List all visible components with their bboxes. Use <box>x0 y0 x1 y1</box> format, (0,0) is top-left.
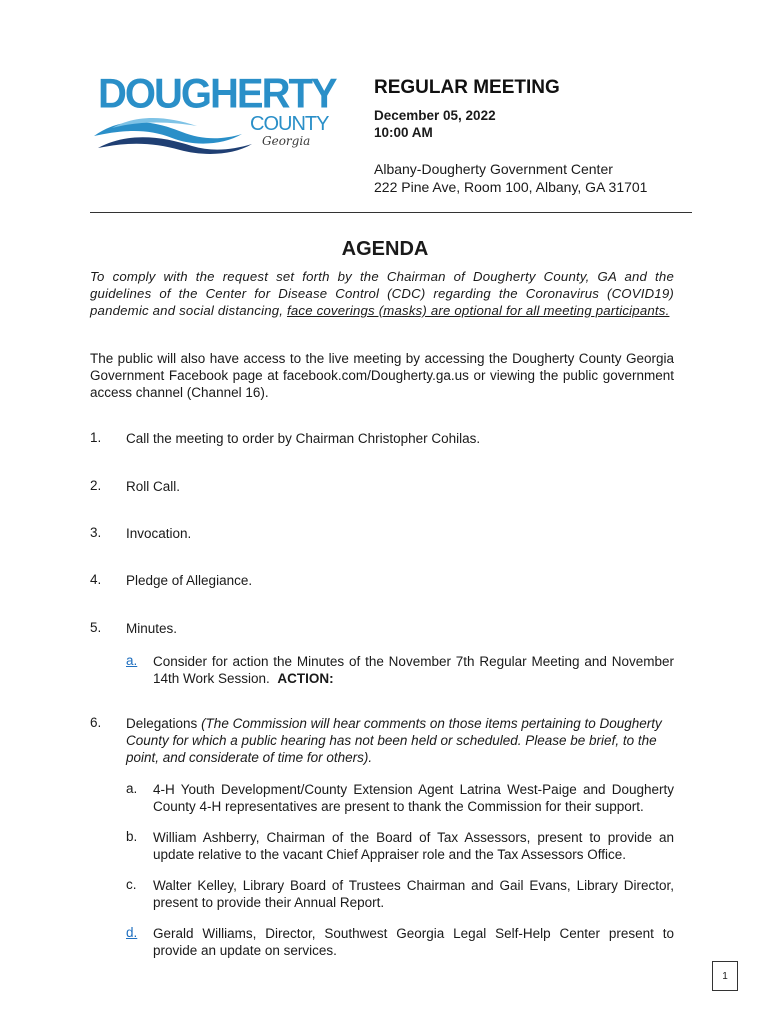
dougherty-county-logo <box>92 70 348 156</box>
delegation-4h: 4-H Youth Development/County Extension Agent Latrina West-Paige and Dougherty County 4-H representatives are present to thank the Commission for their support. <box>153 782 674 814</box>
covid-notice <box>90 268 674 319</box>
public-access-notice: The public will also have access to the live meeting by accessing the Dougherty County Georgia Government Facebook page at facebook.com/Dougherty.ga.us or viewing the public government access channel (Channel 16). <box>90 351 674 400</box>
logo-main-text: DOUGHERTY <box>98 70 336 118</box>
minutes-attachment-link[interactable]: a. <box>126 653 138 668</box>
item-number: 1. <box>90 430 102 445</box>
minutes-subitem-text: Consider for action the Minutes of the November 7th Regular Meeting and November 14th Work Session. <box>153 654 674 686</box>
page-number: 1 <box>712 961 738 991</box>
agenda-item-call-to-order: Call the meeting to order by Chairman Christopher Cohilas. <box>126 431 481 446</box>
agenda-title: AGENDA <box>341 238 429 260</box>
meeting-venue: Albany-Dougherty Government Center <box>374 161 613 177</box>
meeting-address: 222 Pine Ave, Room 100, Albany, GA 31701 <box>374 179 648 195</box>
delegation-tax-assessors: William Ashberry, Chairman of the Board of Tax Assessors, present to provide an update relative to the vacant Chief Appraiser role and the Tax Assessors Office. <box>153 830 674 862</box>
logo-wave-icon <box>92 106 272 156</box>
delegations-label: Delegations <box>126 716 202 731</box>
agenda-item-pledge: Pledge of Allegiance. <box>126 573 253 588</box>
sub-letter: b. <box>126 829 138 844</box>
item-number: 5. <box>90 620 102 635</box>
delegations-note: (The Commission will hear comments on those items pertaining to Dougherty County for which a public hearing has not been held or scheduled. Please be brief, to the point, and considerate of time for others). <box>126 716 662 765</box>
item-number: 2. <box>90 478 102 493</box>
agenda-item-invocation: Invocation. <box>126 526 192 541</box>
header-divider <box>90 212 692 213</box>
meeting-title: REGULAR MEETING <box>374 77 560 98</box>
item-number: 6. <box>90 715 102 730</box>
item-number: 3. <box>90 525 102 540</box>
delegation-legal-help: Gerald Williams, Director, Southwest Georgia Legal Self-Help Center present to provide an update on services. <box>153 926 674 958</box>
logo-georgia-text: Georgia <box>262 134 311 148</box>
minutes-subitem <box>153 653 674 687</box>
sub-letter: a. <box>126 781 138 796</box>
covid-notice-text: To comply with the request set forth by the Chairman of Dougherty County, GA and the guidelines of the Center for Disease Control (CDC) regarding the Coronavirus (COVID19) pandemic and social distancing, <box>90 269 674 318</box>
agenda-item-minutes: Minutes. <box>126 621 178 636</box>
meeting-date: December 05, 2022 <box>374 108 496 123</box>
agenda-item-delegations <box>126 715 674 766</box>
covid-notice-underlined: face coverings (masks) are optional for all meeting participants. <box>287 303 670 318</box>
action-label: ACTION: <box>277 671 334 686</box>
delegation-library: Walter Kelley, Library Board of Trustees Chairman and Gail Evans, Library Director, present to provide their Annual Report. <box>153 878 674 910</box>
meeting-time: 10:00 AM <box>374 125 433 140</box>
legal-help-attachment-link[interactable]: d. <box>126 925 138 940</box>
logo-county-text: COUNTY <box>250 113 329 135</box>
agenda-item-roll-call: Roll Call. <box>126 479 181 494</box>
sub-letter: c. <box>126 877 137 892</box>
item-number: 4. <box>90 572 102 587</box>
